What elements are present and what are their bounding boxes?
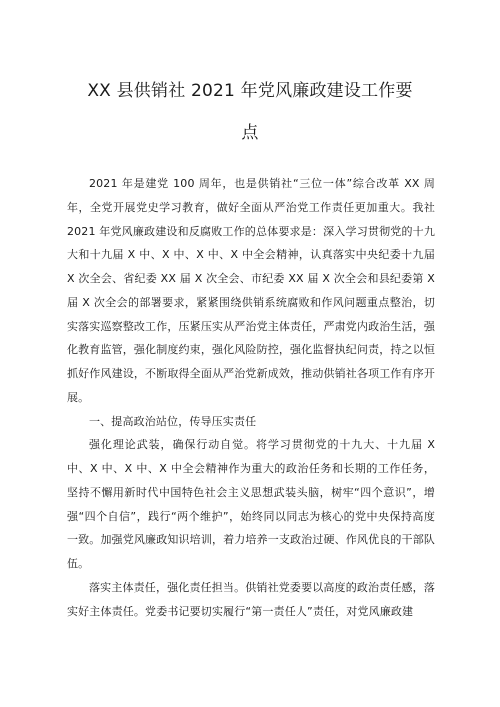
section-heading-1: 一、提高政治站位，传导压实责任	[89, 414, 257, 428]
document-title-line-2: 点	[241, 123, 259, 143]
paragraph-intro: 2021 年是建党 100 周年，也是供销社“三位一体”综合改革 XX 周年，全党开展党史学习教育，做好全面从严治党工作责任更加重大。我社 2021 年党风廉政建设和反腐败工作的总体要求是：深入学习贯彻党的十九大和十九届 X 中、X 中、X 中、X 中全会精神，认真落实中央纪委十九届 X 次全会、省纪委 XX 届 X 次全会、市纪委 XX 届 X 次全会和县纪委第 X 届 X 次全会的部署要求，紧紧围绕供销系统腐败和作风问题重点整治，切实落实巡察整改工作，压紧压实从严治党主体责任，严肃党内政治生活，强化教育监管，强化制度约束，强化风险防控，强化监督执纪问责，持之以恒抓好作风建设，不断取得全面从严治党新成效，推动供销社各项工作有序开展。	[67, 177, 435, 404]
document-body	[67, 172, 435, 623]
paragraph-theory: 强化理论武装，确保行动自觉。将学习贯彻党的十九大、十九届 X 中、X 中、X 中、X 中全会精神作为重大的政治任务和长期的工作任务，坚持不懈用新时代中国特色社会主义思想武装头脑，树牢“四个意识”，增强“四个自信”，践行“两个维护”，始终同以同志为核心的党中央保持高度一致。加强党风廉政知识培训，着力培养一支政治过硬、作风优良的干部队伍。	[67, 438, 435, 570]
document-title-line-1: XX 县供销社 2021 年党风廉政建设工作要	[87, 81, 413, 101]
paragraph-responsibility: 落实主体责任，强化责任担当。供销社党委要以高度的政治责任感，落实好主体责任。党委书记要切实履行“第一责任人”责任，对党风廉政建	[67, 580, 435, 618]
